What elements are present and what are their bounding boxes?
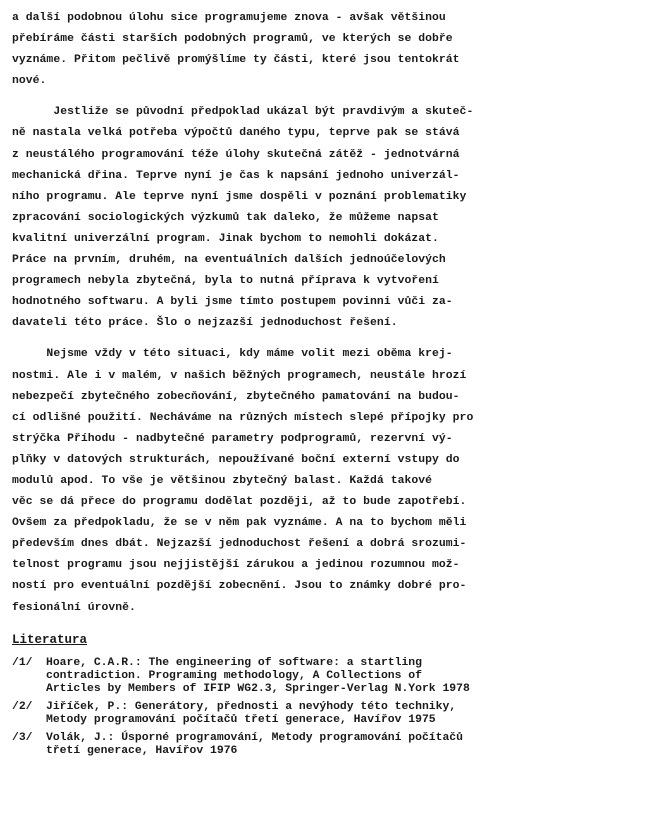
text-line: vyznáme. Přitom pečlivě promýšlíme ty části, které jsou tentokrát <box>12 54 460 67</box>
text-line: Ovšem za předpokladu, že se v něm pak vyznáme. A na to bychom měli <box>12 517 467 530</box>
text-line: Jestliže se původní předpoklad ukázal být pravdivým a skuteč- <box>12 106 474 119</box>
reference-line: Hoare, C.A.R.: The engineering of software: a startling <box>46 656 422 669</box>
text-line: zpracování sociologických výzkumů tak daleko, že můžeme napsat <box>12 211 439 224</box>
text-line: telnost programu jsou nejjistější zárukou a jedinou rozumnou mož- <box>12 559 460 572</box>
text-line: kvalitní univerzální program. Jinak bychom to nemohli dokázat. <box>12 232 439 245</box>
text-line: Nejsme vždy v této situaci, kdy máme volit mezi oběma krej- <box>12 348 453 361</box>
text-line: nebezpečí zbytečného zobecňování, zbytečného pamatování na budou- <box>12 390 460 403</box>
text-line: a další podobnou úlohu sice programujeme znova - avšak většinou <box>12 12 446 24</box>
paragraph-3 <box>12 344 655 618</box>
text-line: Práce na prvním, druhém, na eventuálních dalších jednoúčelových <box>12 254 446 267</box>
text-line: cí odlišné použití. Necháváme na různých místech slepé přípojky pro <box>12 411 474 424</box>
text-line: hodnotného softwaru. A byli jsme tímto postupem povinni vůči za- <box>12 296 453 309</box>
reference-number: /3/ <box>12 731 33 744</box>
text-line: nové. <box>12 75 47 88</box>
reference-line: contradiction. Programing methodology, A Collections of <box>46 670 422 683</box>
text-line: ností pro eventuální pozdější zobecnění. Jsou to známky dobré pro- <box>12 580 467 593</box>
paragraph-gap <box>12 334 655 344</box>
paragraph-2 <box>12 102 655 334</box>
text-line: z neustálého programování téže úlohy skutečná zátěž - jednotvárná <box>12 148 460 161</box>
reference-item <box>12 657 655 697</box>
reference-number: /2/ <box>12 700 33 713</box>
reference-text <box>46 657 470 697</box>
reference-text <box>46 732 463 759</box>
reference-line: Jiříček, P.: Generátory, přednosti a nevýhody této techniky, <box>46 700 457 713</box>
text-line: strýčka Příhodu - nadbytečné parametry podprogramů, rezervní vý- <box>12 432 453 445</box>
reference-item <box>12 701 655 728</box>
paragraph-gap <box>12 92 655 102</box>
text-line: davateli této práce. Šlo o nejzazší jednoduchost řešení. <box>12 317 398 330</box>
text-line: ně nastala velká potřeba výpočtů daného typu, teprve pak se stává <box>12 127 460 140</box>
text-line: mechanická dřina. Teprve nyní je čas k napsání jednoho univerzál- <box>12 169 460 182</box>
reference-text <box>46 701 456 728</box>
text-line: především dnes dbát. Nejzazší jednoduchost řešení a dobrá srozumi- <box>12 538 467 551</box>
reference-number: /1/ <box>12 656 33 669</box>
body-text <box>12 8 655 619</box>
text-line: programech nebyla zbytečná, byla to nutná příprava k vytvoření <box>12 275 439 288</box>
reference-list <box>12 657 655 759</box>
text-line: přebíráme části starších podobných programů, ve kterých se dobře <box>12 33 453 46</box>
text-line: plňky v datových strukturách, nepoužívané boční externí vstupy do <box>12 453 460 466</box>
text-line: ního programu. Ale teprve nyní jsme dospěli v poznání problematiky <box>12 190 467 203</box>
reference-item <box>12 732 655 759</box>
text-line: nostmi. Ale i v malém, v našich běžných programech, neustále hrozí <box>12 369 467 382</box>
reference-line: třetí generace, Havířov 1976 <box>46 745 238 758</box>
text-line: modulů apod. To vše je většinou zbytečný balast. Každá takové <box>12 474 433 487</box>
paragraph-1 <box>12 8 655 92</box>
text-line: fesionální úrovně. <box>12 601 136 614</box>
reference-line: Articles by Members of IFIP WG2.3, Springer-Verlag N.York 1978 <box>46 683 470 696</box>
literature-heading: Literatura <box>12 632 88 647</box>
reference-line: Volák, J.: Úsporné programování, Metody programování počítačů <box>46 731 463 744</box>
text-line: věc se dá přece do programu dodělat později, až to bude zapotřebí. <box>12 496 467 509</box>
reference-line: Metody programování počítačů třetí generace, Havířov 1975 <box>46 714 436 727</box>
